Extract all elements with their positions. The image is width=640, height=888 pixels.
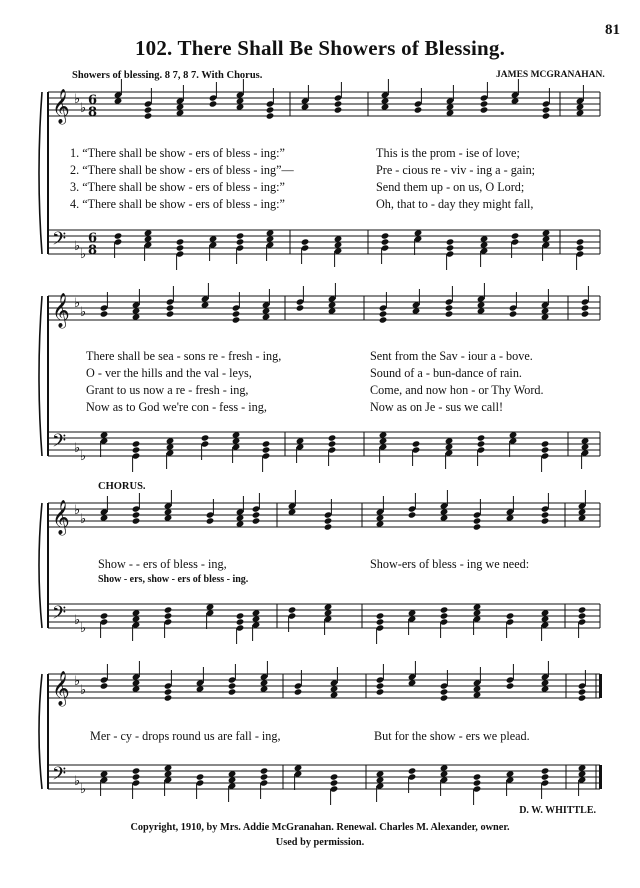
- flat-sign: ♭: [80, 449, 87, 464]
- note-head: [296, 304, 305, 311]
- note-head: [236, 612, 245, 619]
- note-head: [381, 238, 390, 245]
- note-head: [252, 511, 261, 518]
- system-brace: [39, 503, 42, 628]
- note-head: [576, 238, 585, 245]
- time-signature-bottom: 8: [88, 243, 98, 258]
- note-head: [324, 517, 333, 524]
- flat-sign: ♭: [80, 305, 87, 320]
- note-head: [132, 440, 141, 447]
- note-head: [176, 238, 185, 245]
- note-head: [132, 517, 141, 524]
- bass-clef: 𝄢: [52, 431, 67, 456]
- note-head: [100, 612, 109, 619]
- note-head: [100, 682, 109, 689]
- verse-3-line-1b: Send them up - on us, O Lord;: [376, 180, 525, 194]
- system-brace: [39, 674, 42, 789]
- treble-clef: 𝄞: [52, 500, 70, 535]
- verse-2-line-1a: 2. “There shall be show - ers of bless - ing”—: [70, 163, 294, 177]
- verse-1-line-1b: This is the prom - ise of love;: [376, 146, 520, 160]
- note-head: [328, 434, 337, 441]
- note-head: [477, 440, 486, 447]
- note-head: [144, 106, 153, 113]
- note-head: [166, 310, 175, 317]
- note-head: [260, 773, 269, 780]
- note-head: [509, 310, 518, 317]
- time-signature-bottom: 8: [88, 105, 98, 120]
- verse-3-line-2a: Grant to us now a re - fresh - ing,: [86, 383, 249, 397]
- treble-clef: 𝄞: [52, 293, 70, 328]
- flat-sign: ♭: [80, 683, 87, 698]
- system-brace: [39, 92, 42, 254]
- note-head: [412, 440, 421, 447]
- verse-1-line-2b: Sent from the Sav - iour a - bove.: [370, 349, 533, 363]
- verse-2-line-1b: Pre - cious re - viv - ing a - gain;: [376, 163, 536, 177]
- note-head: [176, 244, 185, 251]
- note-head: [328, 440, 337, 447]
- composer: JAMES MCGRANAHAN.: [496, 70, 605, 80]
- chorus-line-2a: Mer - cy - drops round us are fall - ing,: [90, 729, 281, 743]
- note-head: [330, 773, 339, 780]
- note-head: [578, 606, 587, 613]
- bass-clef: 𝄢: [52, 764, 67, 789]
- note-head: [266, 112, 275, 119]
- flat-sign: ♭: [74, 674, 81, 689]
- note-head: [262, 440, 271, 447]
- note-head: [414, 106, 423, 113]
- note-head: [262, 446, 271, 453]
- note-head: [581, 310, 590, 317]
- verse-4-line-2a: Now as to God we're con - fess - ing,: [86, 400, 267, 414]
- note-head: [164, 612, 173, 619]
- copyright-notice: Copyright, 1910, by Mrs. Addie McGranahan. Renewal. Charles M. Alexander, owner.: [130, 822, 510, 833]
- note-head: [232, 310, 241, 317]
- note-head: [132, 773, 141, 780]
- note-head: [266, 106, 275, 113]
- note-head: [236, 238, 245, 245]
- note-head: [541, 440, 550, 447]
- note-head: [541, 767, 550, 774]
- note-head: [294, 688, 303, 695]
- note-head: [473, 773, 482, 780]
- note-head: [473, 517, 482, 524]
- system-brace: [39, 296, 42, 456]
- note-head: [379, 310, 388, 317]
- flat-sign: ♭: [74, 441, 81, 456]
- note-head: [440, 694, 449, 701]
- note-head: [228, 688, 237, 695]
- time-signature-top: 6: [88, 93, 98, 108]
- page-number: 81: [605, 22, 620, 38]
- verse-1-line-2a: There shall be sea - sons re - fresh - ing,: [86, 349, 282, 363]
- note-head: [542, 112, 551, 119]
- note-head: [201, 434, 210, 441]
- flat-sign: ♭: [74, 92, 81, 107]
- words-author: D. W. WHITTLE.: [519, 805, 596, 816]
- note-head: [506, 682, 515, 689]
- verse-2-line-2b: Sound of a - bun-dance of rain.: [370, 366, 522, 380]
- note-head: [445, 310, 454, 317]
- flat-sign: ♭: [74, 503, 81, 518]
- note-head: [132, 446, 141, 453]
- flat-sign: ♭: [74, 774, 81, 789]
- note-head: [408, 767, 417, 774]
- note-head: [164, 694, 173, 701]
- tune-info: Showers of blessing. 8 7, 8 7. With Chorus.: [72, 70, 263, 81]
- flat-sign: ♭: [80, 782, 87, 797]
- note-head: [236, 232, 245, 239]
- note-head: [480, 106, 489, 113]
- flat-sign: ♭: [74, 296, 81, 311]
- treble-clef: 𝄞: [52, 89, 70, 124]
- bass-clef: 𝄢: [52, 603, 67, 628]
- note-head: [164, 688, 173, 695]
- note-head: [100, 310, 109, 317]
- note-head: [581, 304, 590, 311]
- chorus-line-2b: But for the show - ers we plead.: [374, 729, 530, 743]
- note-head: [132, 511, 141, 518]
- note-head: [236, 618, 245, 625]
- note-head: [324, 523, 333, 530]
- note-head: [232, 316, 241, 323]
- note-head: [166, 304, 175, 311]
- note-head: [132, 767, 141, 774]
- note-head: [440, 688, 449, 695]
- note-head: [542, 106, 551, 113]
- chorus-echo: Show - ers, show - ers of bless - ing.: [98, 574, 249, 585]
- note-head: [480, 100, 489, 107]
- note-head: [473, 523, 482, 530]
- note-head: [260, 767, 269, 774]
- note-head: [164, 606, 173, 613]
- flat-sign: ♭: [80, 512, 87, 527]
- chorus-line-1a: Show - - ers of bless - ing,: [98, 557, 227, 571]
- note-head: [301, 238, 310, 245]
- note-head: [196, 773, 205, 780]
- note-head: [473, 779, 482, 786]
- note-head: [576, 244, 585, 251]
- verse-3-line-1a: 3. “There shall be show - ers of bless - ing:”: [70, 180, 285, 194]
- note-head: [541, 446, 550, 453]
- chorus-label: CHORUS.: [98, 481, 146, 492]
- note-head: [541, 517, 550, 524]
- note-head: [578, 612, 587, 619]
- flat-sign: ♭: [80, 621, 87, 636]
- note-head: [209, 100, 218, 107]
- note-head: [376, 682, 385, 689]
- note-head: [252, 517, 261, 524]
- note-head: [578, 694, 587, 701]
- verse-4-line-2b: Now as on Je - sus we call!: [370, 400, 504, 414]
- verse-4-line-1a: 4. “There shall be show - ers of bless - ing:”: [70, 197, 285, 211]
- note-head: [446, 238, 455, 245]
- flat-sign: ♭: [74, 613, 81, 628]
- note-head: [506, 612, 515, 619]
- time-signature-top: 6: [88, 231, 98, 246]
- final-barline-thick: [599, 765, 602, 789]
- note-head: [376, 618, 385, 625]
- treble-clef: 𝄞: [52, 671, 70, 706]
- verse-4-line-1b: Oh, that to - day they might fall,: [376, 197, 534, 211]
- verse-3-line-2b: Come, and now hon - or Thy Word.: [370, 383, 544, 397]
- note-head: [445, 304, 454, 311]
- verse-2-line-2a: O - ver the hills and the val - leys,: [86, 366, 252, 380]
- flat-sign: ♭: [80, 101, 87, 116]
- hymn-title: 102. There Shall Be Showers of Blessing.: [134, 36, 506, 60]
- note-head: [541, 773, 550, 780]
- note-head: [446, 244, 455, 251]
- note-head: [477, 434, 486, 441]
- note-head: [288, 606, 297, 613]
- bass-clef: 𝄢: [52, 229, 67, 254]
- note-head: [114, 232, 123, 239]
- note-head: [440, 612, 449, 619]
- note-head: [376, 612, 385, 619]
- note-head: [440, 606, 449, 613]
- final-barline-thick: [599, 674, 602, 698]
- note-head: [578, 688, 587, 695]
- note-head: [381, 232, 390, 239]
- note-head: [330, 779, 339, 786]
- note-head: [408, 511, 417, 518]
- flat-sign: ♭: [80, 247, 87, 262]
- permission-notice: Used by permission.: [275, 837, 365, 848]
- note-head: [511, 232, 520, 239]
- note-head: [334, 106, 343, 113]
- note-head: [144, 112, 153, 119]
- verse-1-line-1a: 1. “There shall be show - ers of bless - ing:”: [70, 146, 285, 160]
- flat-sign: ♭: [74, 239, 81, 254]
- note-head: [541, 511, 550, 518]
- note-head: [334, 100, 343, 107]
- note-head: [206, 517, 215, 524]
- chorus-line-1b: Show-ers of bless - ing we need:: [370, 557, 530, 571]
- note-head: [376, 688, 385, 695]
- note-head: [379, 316, 388, 323]
- note-head: [228, 682, 237, 689]
